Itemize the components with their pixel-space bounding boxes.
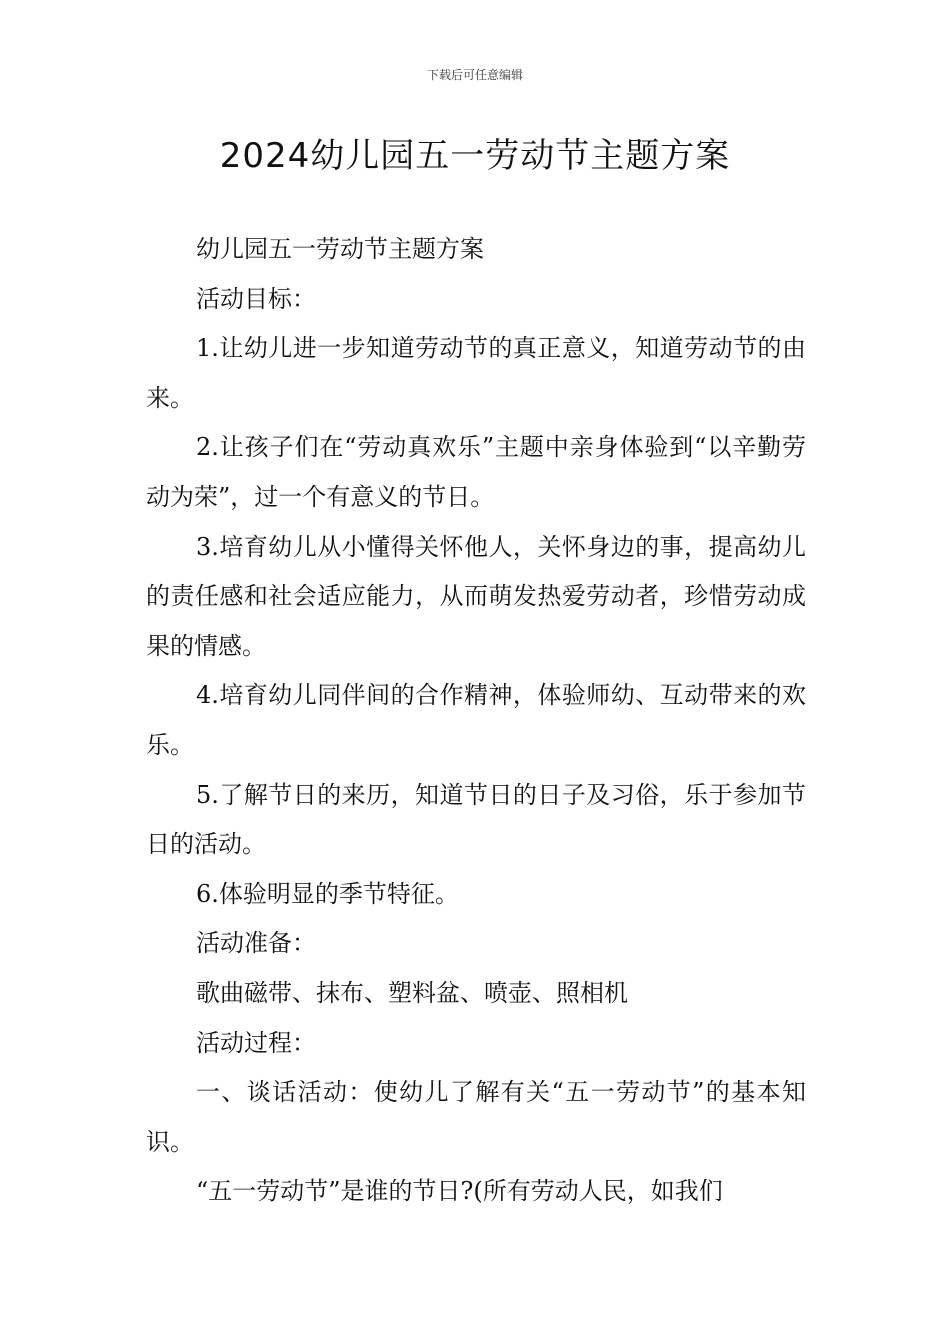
paragraph-goal-2: 2.让孩子们在“劳动真欢乐”主题中亲身体验到“以辛勤劳动为荣”，过一个有意义的节日。 xyxy=(146,433,806,511)
paragraph-goal-1: 1.让幼儿进一步知道劳动节的真正意义，知道劳动节的由来。 xyxy=(146,334,806,412)
paragraph-question: “五一劳动节”是谁的节日?(所有劳动人民，如我们 xyxy=(196,1177,723,1206)
header-note: 下载后可任意编辑 xyxy=(426,68,523,82)
paragraph-goal-5: 5.了解节日的来历，知道节日的日子及习俗，乐于参加节日的活动。 xyxy=(146,780,806,859)
paragraph-goal-3: 3.培育幼儿从小懂得关怀他人，关怀身边的事，提高幼儿的责任感和社会适应能力，从而萌发热爱劳动者，珍惜劳动成果的情感。 xyxy=(146,532,806,660)
paragraph-preparation-heading: 活动准备： xyxy=(196,929,316,958)
paragraph-goal-6: 6.体验明显的季节特征。 xyxy=(196,879,459,908)
document-body xyxy=(146,225,806,1217)
document-title: 2024幼儿园五一劳动节主题方案 xyxy=(219,136,731,176)
paragraph-process-heading: 活动过程： xyxy=(196,1028,316,1057)
paragraph-activity-1: 一、谈话活动：使幼儿了解有关“五一劳动节”的基本知识。 xyxy=(146,1078,806,1156)
paragraph-materials: 歌曲磁带、抹布、塑料盆、喷壶、照相机 xyxy=(196,978,628,1007)
paragraph-subtitle: 幼儿园五一劳动节主题方案 xyxy=(196,235,484,263)
paragraph-goal-4: 4.培育幼儿同伴间的合作精神，体验师幼、互动带来的欢乐。 xyxy=(146,681,806,759)
paragraph-goals-heading: 活动目标： xyxy=(196,284,316,313)
